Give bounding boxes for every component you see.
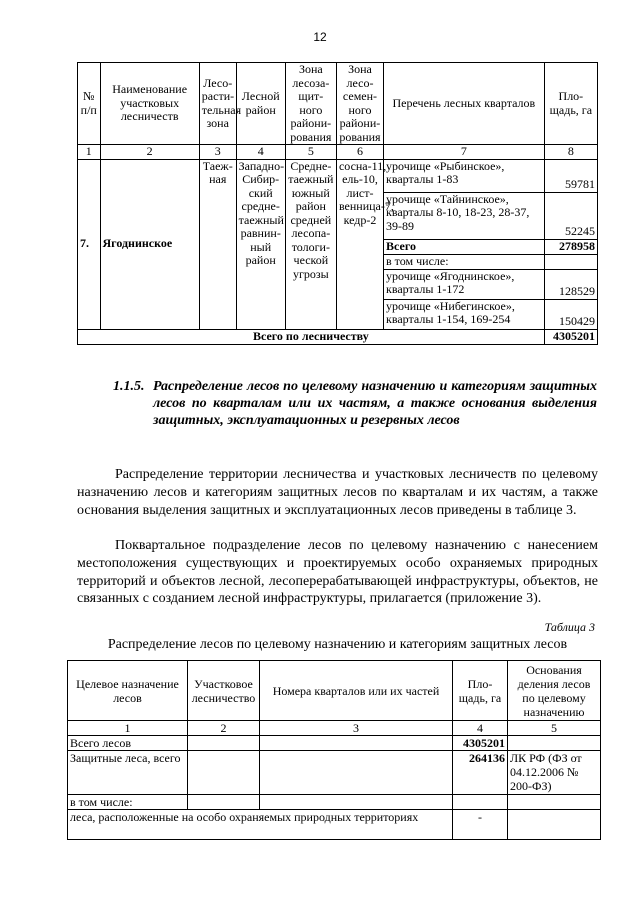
header-purpose: Целевое назначение лесов — [68, 661, 188, 721]
header-area: Пло-щадь, га — [544, 63, 597, 145]
header-seed-zone: Зона лесо-семен-ного райони-рования — [336, 63, 383, 145]
section-title: Распределение лесов по целевому назначению и категориям защитных лесов по кварталам или их частям, а также основания выделения защитных, эксплуатационных и резервных лесов — [153, 379, 597, 428]
purpose-cell: леса, расположенные на особо охраняемых природных территориях — [68, 810, 453, 840]
area-cell: 4305201 — [453, 736, 508, 751]
page-number: 12 — [313, 30, 327, 44]
grand-total-value: 4305201 — [544, 329, 597, 344]
header-basis: Основания деления лесов по целевому назначению — [508, 661, 601, 721]
purpose-distribution-table — [67, 660, 601, 840]
header-district: Участковое лесничество — [188, 661, 260, 721]
area-cell: - — [453, 810, 508, 840]
basis-cell: ЛК РФ (ФЗ от 04.12.2006 № 200-ФЗ) — [508, 751, 601, 795]
quarters-cell — [260, 751, 453, 795]
row-number: 7. — [78, 159, 101, 329]
table-title: Распределение лесов по целевому назначению и категориям защитных лесов — [107, 637, 568, 652]
table-label: Таблица 3 — [544, 620, 595, 634]
paragraph-2: Поквартальное подразделение лесов по целевому назначению с нанесением местоположения существующих и проектируемых особо охраняемых природных территорий и объектов лесной, лесоперерабатывающей инфраструктуры, объектов, не связанных с созданием лесной инфраструктуры, прилагается (приложение 3). — [77, 538, 598, 607]
header-veg-zone: Лесо-расти-тельная зона — [199, 63, 236, 145]
quarter-name: урочище «Ягоднинское», кварталы 1-172 — [384, 269, 545, 299]
header-area: Пло-щадь, га — [453, 661, 508, 721]
header-forest-district: Лесной район — [236, 63, 285, 145]
quarter-area: 52245 — [544, 192, 597, 239]
including-value — [544, 254, 597, 269]
veg-zone: Таеж-ная — [199, 159, 236, 329]
quarters-cell — [260, 795, 453, 810]
paragraph-1: Распределение территории лесничества и участковых лесничеств по целевому назначению лесов и категориям защитных лесов по кварталам и их частям, а также основания выделения защитных и эксплуатационных лесов приведены в таблице 3. — [77, 467, 598, 518]
col-number: 5 — [285, 145, 336, 160]
section-heading — [113, 378, 597, 429]
forest-district: Западно-Сибир-ский средне-таежный равнин-ный район — [236, 159, 285, 329]
header-protection-zone: Зона лесоза-щит-ного райони-рования — [285, 63, 336, 145]
quarter-area: 59781 — [544, 159, 597, 192]
total-label: Всего — [384, 239, 545, 254]
forestry-quarters-table — [77, 62, 598, 345]
basis-cell — [508, 810, 601, 840]
header-quarter-numbers: Номера кварталов или их частей — [260, 661, 453, 721]
col-number: 2 — [188, 721, 260, 736]
quarter-area: 150429 — [544, 299, 597, 329]
purpose-cell: Защитные леса, всего — [68, 751, 188, 795]
header-quarters: Перечень лесных кварталов — [384, 63, 545, 145]
col-number: 4 — [453, 721, 508, 736]
quarter-name: урочище «Тайнинское», кварталы 8-10, 18-23, 28-37, 39-89 — [384, 192, 545, 239]
col-number: 8 — [544, 145, 597, 160]
header-name: Наименование участковых лесничеств — [100, 63, 199, 145]
purpose-cell: Всего лесов — [68, 736, 188, 751]
area-cell — [453, 795, 508, 810]
grand-total-label: Всего по лесничеству — [78, 329, 545, 344]
total-value: 278958 — [544, 239, 597, 254]
district-cell — [188, 751, 260, 795]
district-cell — [188, 795, 260, 810]
col-number: 1 — [78, 145, 101, 160]
col-number: 5 — [508, 721, 601, 736]
quarter-name: урочище «Нибегинское», кварталы 1-154, 169-254 — [384, 299, 545, 329]
col-number: 1 — [68, 721, 188, 736]
col-number: 4 — [236, 145, 285, 160]
quarters-cell — [260, 736, 453, 751]
section-number: 1.1.5. — [113, 379, 145, 394]
col-number: 2 — [100, 145, 199, 160]
col-number: 3 — [199, 145, 236, 160]
purpose-cell: в том числе: — [68, 795, 188, 810]
col-number: 7 — [384, 145, 545, 160]
quarter-area: 128529 — [544, 269, 597, 299]
row-name: Ягоднинское — [100, 159, 199, 329]
basis-cell — [508, 736, 601, 751]
col-number: 3 — [260, 721, 453, 736]
basis-cell — [508, 795, 601, 810]
including-label: в том числе: — [384, 254, 545, 269]
header-number: № п/п — [78, 63, 101, 145]
district-cell — [188, 736, 260, 751]
area-cell: 264136 — [453, 751, 508, 795]
col-number: 6 — [336, 145, 383, 160]
quarter-name: урочище «Рыбинское», кварталы 1-83 — [384, 159, 545, 192]
seed-zone: сосна-11, ель-10, лист-венница-7, кедр-2 — [336, 159, 383, 329]
protection-zone: Средне-таежный южный район средней лесопа-тологи-ческой угрозы — [285, 159, 336, 329]
